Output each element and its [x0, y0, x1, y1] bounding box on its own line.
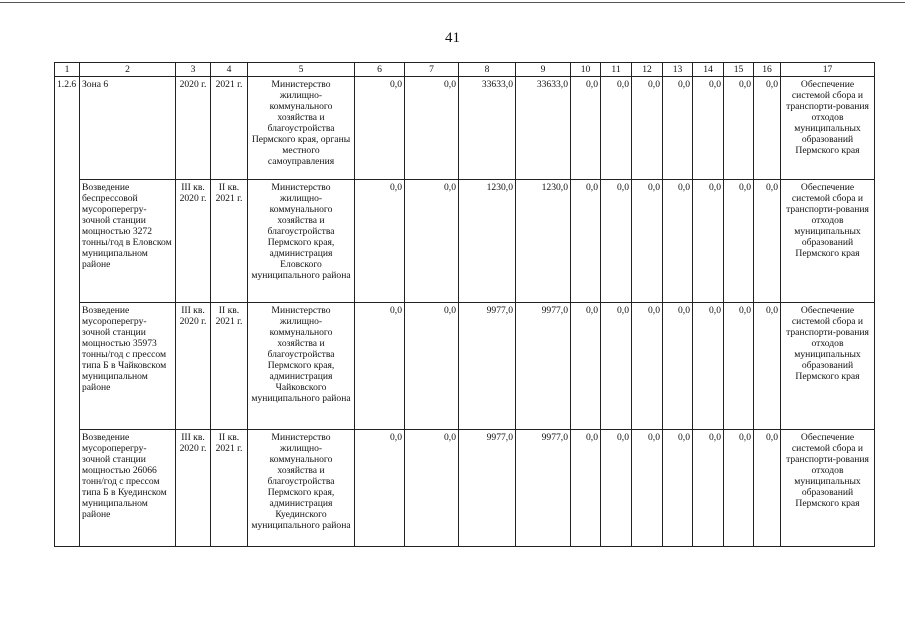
table-row — [55, 430, 875, 547]
value-cell: 0,0 — [693, 180, 724, 303]
header-cell: 10 — [571, 63, 601, 77]
header-cell: 3 — [176, 63, 211, 77]
header-cell: 8 — [459, 63, 516, 77]
page-number: 41 — [445, 30, 460, 46]
value-cell: 0,0 — [754, 77, 781, 180]
header-cell: 9 — [516, 63, 571, 77]
header-row — [55, 63, 875, 77]
header-cell: 5 — [248, 63, 355, 77]
value-cell: 0,0 — [724, 77, 754, 180]
value-cell: 1230,0 — [459, 180, 516, 303]
value-cell: 0,0 — [693, 303, 724, 430]
value-cell: 33633,0 — [516, 77, 571, 180]
executor: Министерство жилищно-коммунального хозяйства и благоустройства Пермского края, администрация Еловского муниципального района — [248, 180, 355, 303]
value-cell: 0,0 — [754, 180, 781, 303]
value-cell: 0,0 — [355, 180, 405, 303]
value-cell: 0,0 — [663, 180, 693, 303]
header-cell: 16 — [754, 63, 781, 77]
top-rule — [0, 2, 905, 3]
value-cell: 9977,0 — [459, 303, 516, 430]
value-cell: 0,0 — [663, 303, 693, 430]
value-cell: 0,0 — [355, 430, 405, 547]
header-cell: 2 — [80, 63, 176, 77]
value-cell: 33633,0 — [459, 77, 516, 180]
header-cell: 11 — [601, 63, 632, 77]
header-cell: 7 — [405, 63, 459, 77]
value-cell: 0,0 — [571, 180, 601, 303]
measure-name: Возведение мусороперегру-зочной станции мощностью 35973 тонны/год с прессом типа Б в Чайковском муниципальном районе — [80, 303, 176, 430]
value-cell: 0,0 — [405, 180, 459, 303]
value-cell: 0,0 — [632, 430, 663, 547]
value-cell: 0,0 — [571, 77, 601, 180]
value-cell: 0,0 — [601, 77, 632, 180]
end-date: II кв. 2021 г. — [211, 180, 248, 303]
value-cell: 9977,0 — [516, 303, 571, 430]
executor: Министерство жилищно-коммунального хозяйства и благоустройства Пермского края, администрация Куединского муниципального района — [248, 430, 355, 547]
value-cell: 1230,0 — [516, 180, 571, 303]
value-cell: 0,0 — [601, 430, 632, 547]
start-date: III кв. 2020 г. — [176, 430, 211, 547]
value-cell: 0,0 — [693, 430, 724, 547]
value-cell: 0,0 — [724, 303, 754, 430]
value-cell: 0,0 — [632, 180, 663, 303]
value-cell: 0,0 — [632, 303, 663, 430]
value-cell: 9977,0 — [459, 430, 516, 547]
row-number: 1.2.6 — [55, 77, 80, 547]
value-cell: 9977,0 — [516, 430, 571, 547]
program-table — [54, 62, 875, 547]
value-cell: 0,0 — [571, 303, 601, 430]
value-cell: 0,0 — [405, 430, 459, 547]
measure-name: Возведение беспрессовой мусороперегру-зочной станции мощностью 3272 тонны/год в Еловском муниципальном районе — [80, 180, 176, 303]
end-date: II кв. 2021 г. — [211, 303, 248, 430]
value-cell: 0,0 — [754, 303, 781, 430]
header-cell: 12 — [632, 63, 663, 77]
executor: Министерство жилищно-коммунального хозяйства и благоустройства Пермского края, органы местного самоуправления — [248, 77, 355, 180]
table-row — [55, 303, 875, 430]
value-cell: 0,0 — [663, 77, 693, 180]
value-cell: 0,0 — [754, 430, 781, 547]
value-cell: 0,0 — [601, 180, 632, 303]
table-row — [55, 77, 875, 180]
result-cell: Обеспечение системой сбора и транспорти-рования отходов муниципальных образований Пермского края — [781, 430, 875, 547]
value-cell: 0,0 — [405, 77, 459, 180]
header-cell: 17 — [781, 63, 875, 77]
header-cell: 15 — [724, 63, 754, 77]
measure-name: Возведение мусороперегру-зочной станции мощностью 26066 тонн/год с прессом типа Б в Куединском муниципальном районе — [80, 430, 176, 547]
value-cell: 0,0 — [355, 303, 405, 430]
value-cell: 0,0 — [693, 77, 724, 180]
start-date: III кв. 2020 г. — [176, 303, 211, 430]
result-cell: Обеспечение системой сбора и транспорти-рования отходов муниципальных образований Пермского края — [781, 180, 875, 303]
end-date: II кв. 2021 г. — [211, 430, 248, 547]
value-cell: 0,0 — [724, 430, 754, 547]
result-cell: Обеспечение системой сбора и транспорти-рования отходов муниципальных образований Пермского края — [781, 303, 875, 430]
value-cell: 0,0 — [724, 180, 754, 303]
start-date: 2020 г. — [176, 77, 211, 180]
header-cell: 4 — [211, 63, 248, 77]
end-date: 2021 г. — [211, 77, 248, 180]
header-cell: 1 — [55, 63, 80, 77]
value-cell: 0,0 — [571, 430, 601, 547]
result-cell: Обеспечение системой сбора и транспорти-рования отходов муниципальных образований Пермского края — [781, 77, 875, 180]
header-cell: 14 — [693, 63, 724, 77]
start-date: III кв. 2020 г. — [176, 180, 211, 303]
header-cell: 6 — [355, 63, 405, 77]
value-cell: 0,0 — [632, 77, 663, 180]
header-cell: 13 — [663, 63, 693, 77]
table-row — [55, 180, 875, 303]
measure-name: Зона 6 — [80, 77, 176, 180]
executor: Министерство жилищно-коммунального хозяйства и благоустройства Пермского края, администрация Чайковского муниципального района — [248, 303, 355, 430]
value-cell: 0,0 — [405, 303, 459, 430]
value-cell: 0,0 — [601, 303, 632, 430]
value-cell: 0,0 — [663, 430, 693, 547]
value-cell: 0,0 — [355, 77, 405, 180]
